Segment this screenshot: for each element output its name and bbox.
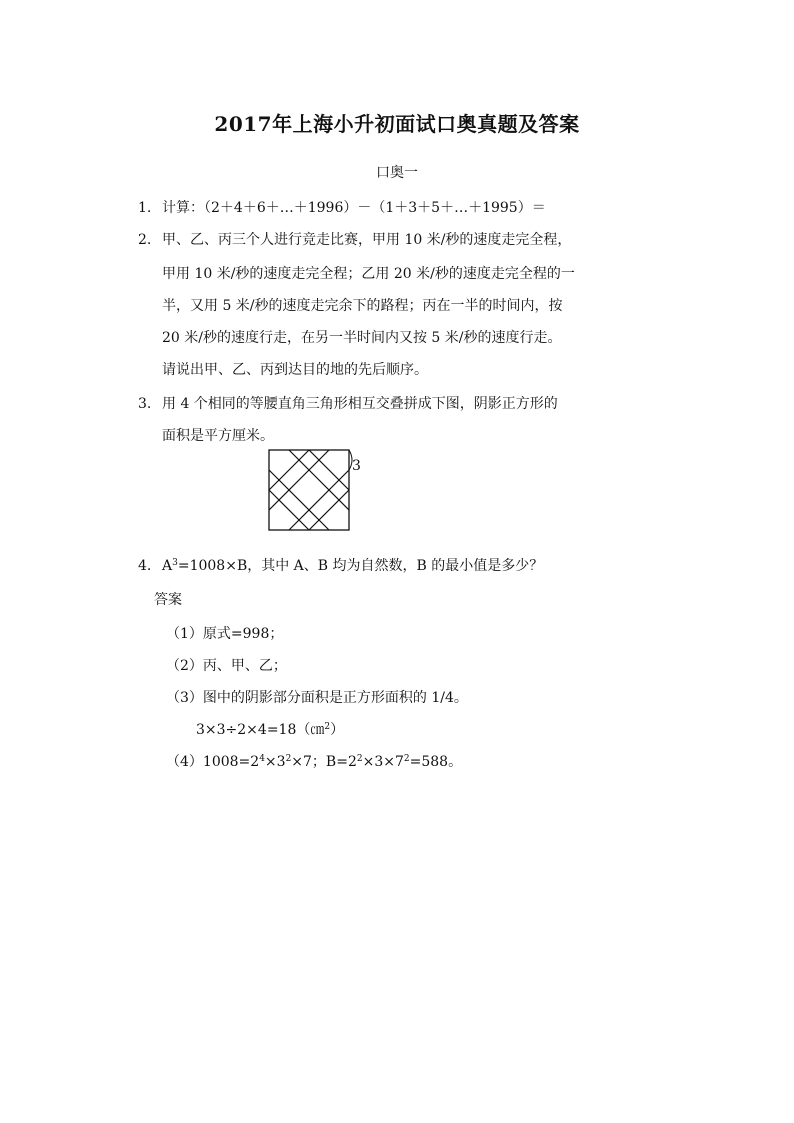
question-text-line [162,556,543,576]
triangle-edge [309,450,349,490]
exponent: 4 [259,754,265,764]
outer-square [269,450,349,530]
answer-heading: 答案 [154,592,182,608]
section-heading: 口奥一 [376,165,418,181]
question-text-line: 面积是平方厘米。 [162,428,274,444]
answer-text: （4）1008=2 [166,754,260,770]
exponent: 2 [356,754,363,764]
triangle-edge [269,470,329,530]
triangles-square-figure [266,446,366,534]
answer-3-calculation [196,720,344,740]
exponent: 3 [172,558,178,568]
answer-text: ×7；B=2 [291,754,357,770]
exponent: 2 [403,754,410,764]
triangle-edge [309,490,349,530]
answer-text: ×3×7 [362,754,404,770]
question-text: =1008×B，其中 A、B 均为自然数，B 的最小值是多少？ [177,558,544,574]
question-text-line: 甲、乙、丙三个人进行竞走比赛，甲用 10 米/秒的速度走完全程， [162,232,572,248]
triangle-edge [269,450,329,510]
triangle-edge [269,450,309,490]
exponent: 2 [324,722,331,732]
question-text-line: 请说出甲、乙、丙到达目的地的先后顺序。 [162,362,428,378]
exponent: 2 [285,754,292,764]
variable-a: A [162,558,173,574]
question-text-line: 甲用 10 米/秒的速度走完全程；乙用 20 米/秒的速度走完全程的一 [162,266,575,282]
calc-text: 3×3÷2×4=18（㎝ [196,722,325,738]
answer-3: （3）图中的阴影部分面积是正方形面积的 1/4。 [166,690,468,706]
question-number: 2. [138,232,152,248]
question-number: 4. [138,558,152,574]
answer-1: （1）原式=998； [166,626,284,642]
question-text-line: 20 米/秒的速度行走，在另一半时间内又按 5 米/秒的速度行走。 [162,330,562,346]
page-title: 2017年上海小升初面试口奥真题及答案 [214,112,580,136]
question-text-line: 用 4 个相同的等腰直角三角形相互交叠拼成下图，阴影正方形的 [162,396,558,412]
question-number: 3. [138,396,152,412]
question-text-line: 半，又用 5 米/秒的速度走完余下的路程；丙在一半的时间内，按 [162,298,563,314]
triangle-edge [289,470,349,530]
question-text-line: 计算：（2＋4＋6＋…＋1996）－（1＋3＋5＋…＋1995）＝ [162,200,546,216]
triangle-edge [289,450,349,510]
calc-text: ） [330,722,345,738]
answer-2: （2）丙、甲、乙； [166,658,287,674]
answer-4 [166,752,462,772]
answer-text: ×3 [264,754,286,770]
answer-text: =588。 [409,754,463,770]
triangle-edge [269,490,309,530]
question-number: 1. [138,200,152,216]
dimension-label: 3 [352,458,361,474]
